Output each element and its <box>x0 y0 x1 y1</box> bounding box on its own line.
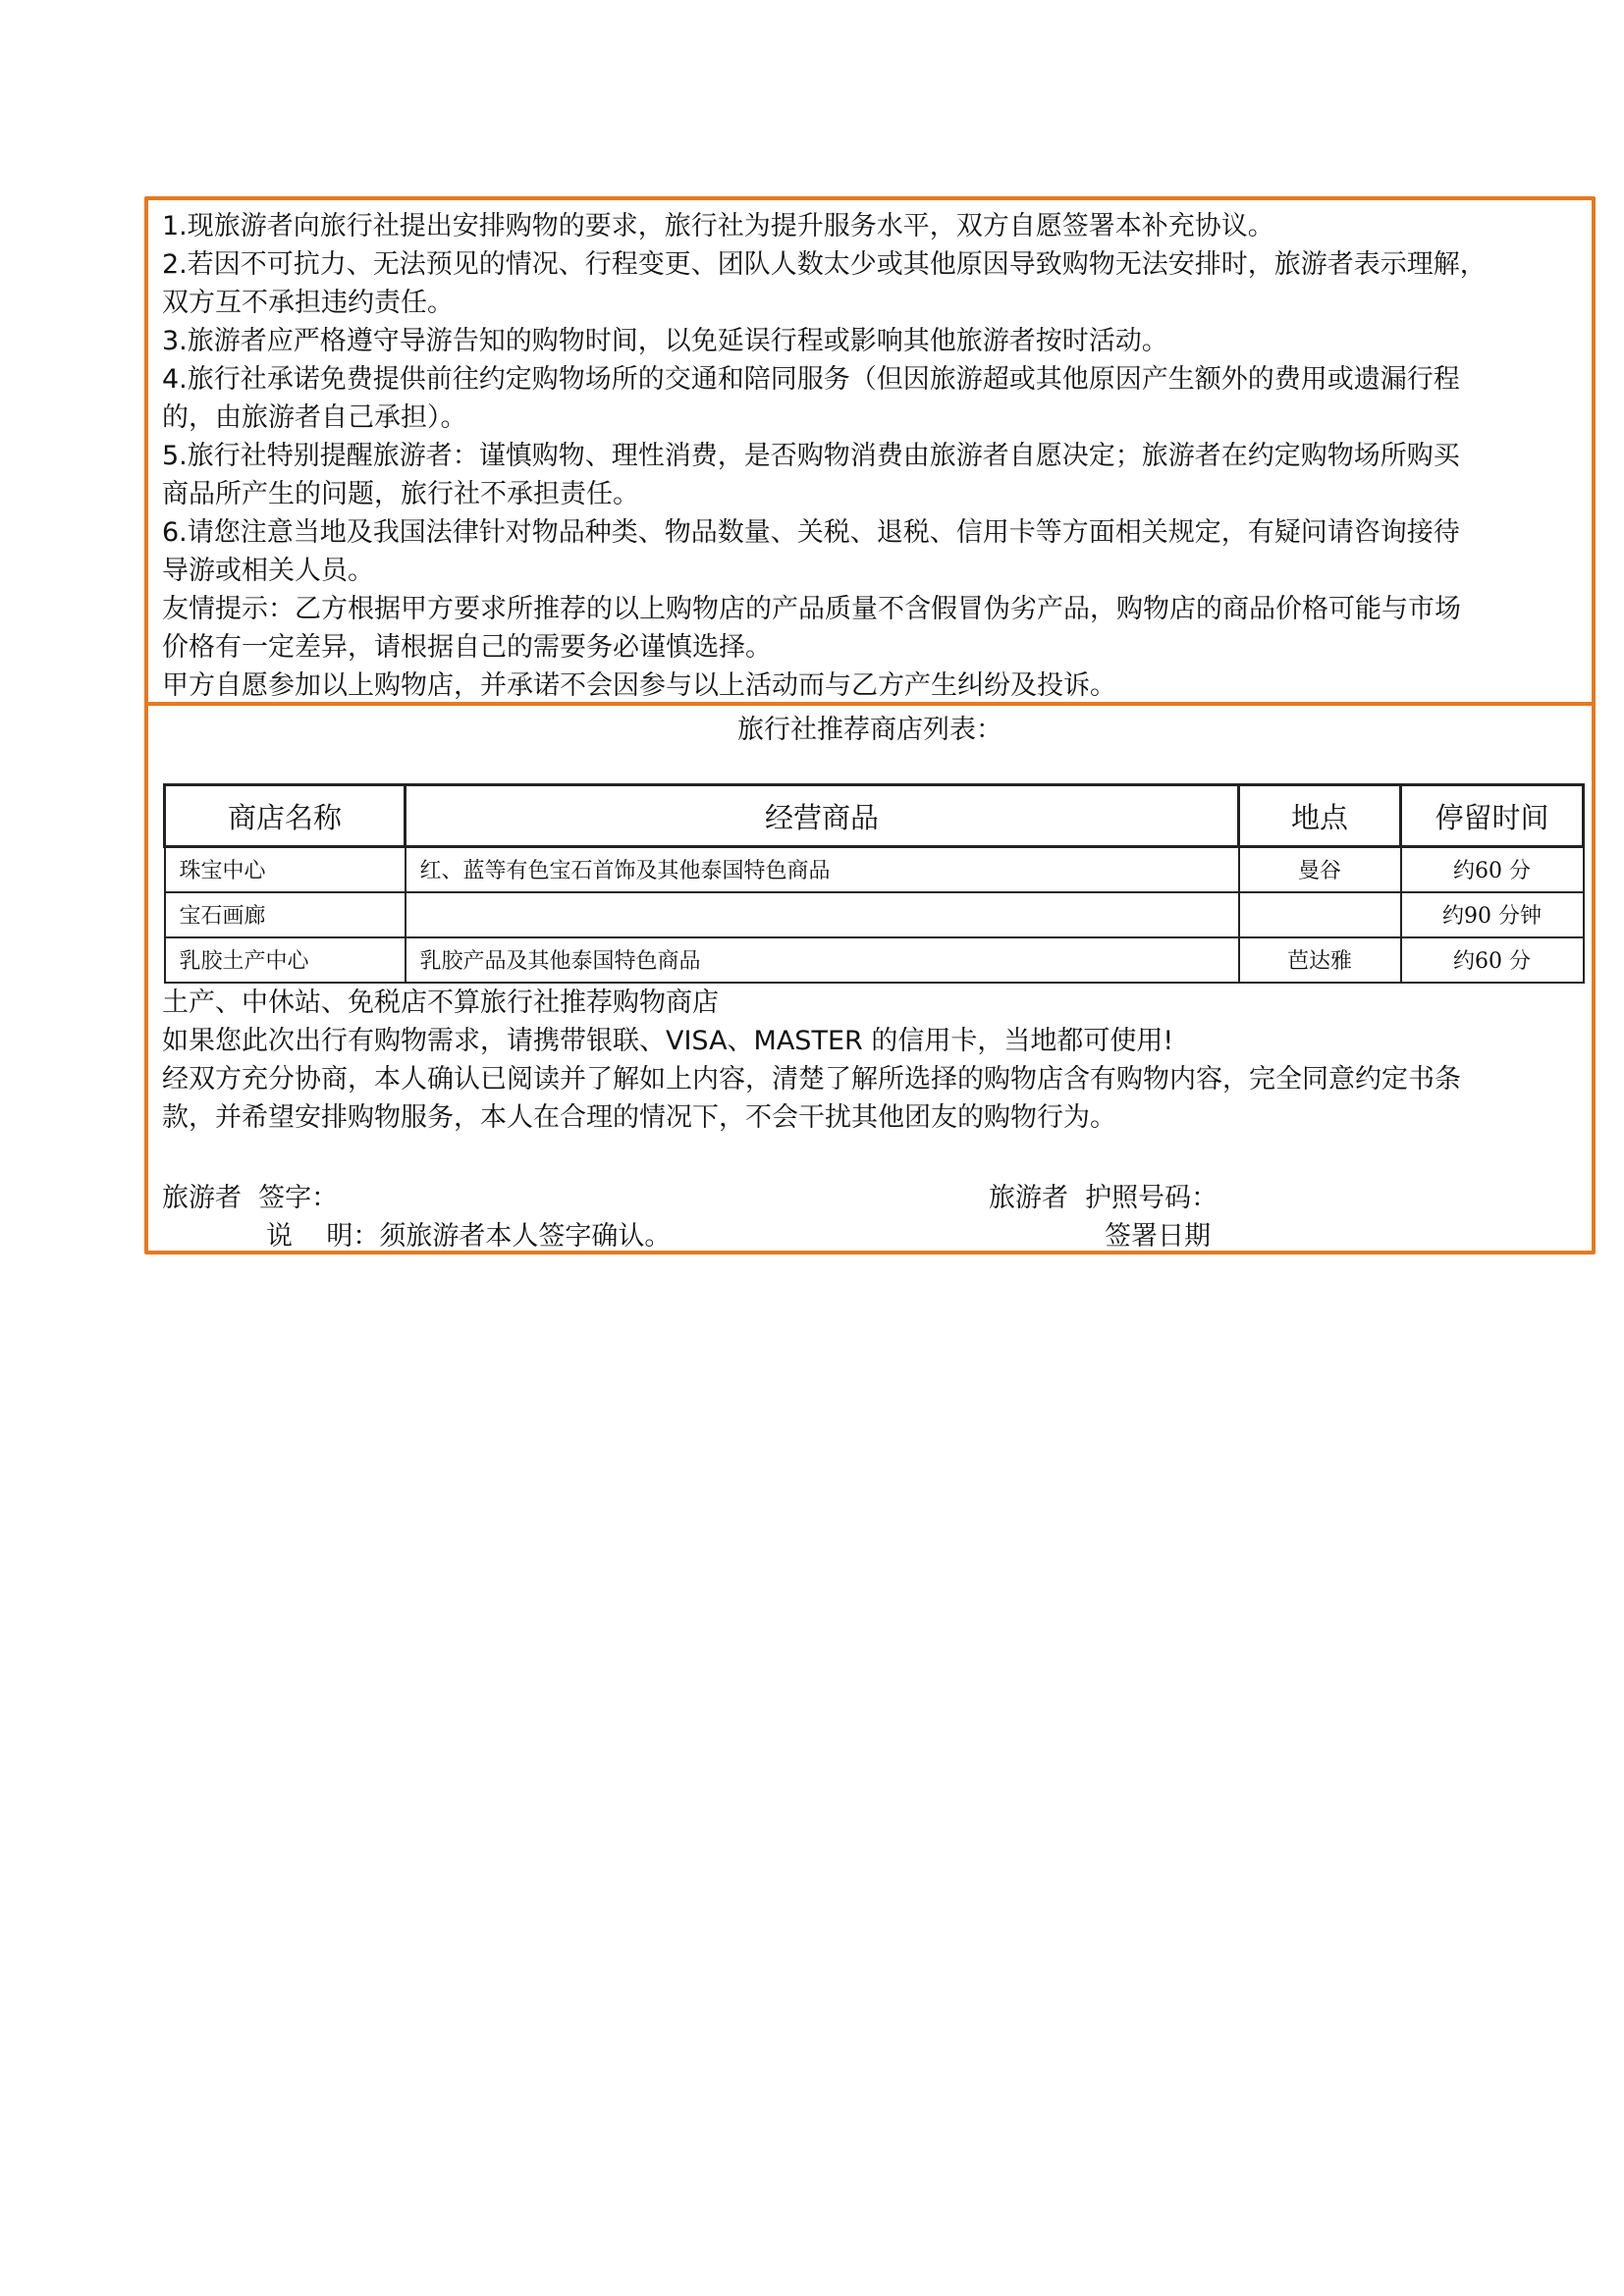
cell-location <box>1239 892 1401 937</box>
table-row <box>165 847 1584 892</box>
table-row <box>165 937 1584 983</box>
cell-shop-name: 乳胶土产中心 <box>165 937 406 983</box>
table-row <box>165 892 1584 937</box>
cell-stay-time: 约60 分 <box>1401 847 1584 892</box>
sign-date-label: 签署日期 <box>1105 1221 1211 1252</box>
term-line-6: 的，由旅游者自己承担）。 <box>162 402 467 433</box>
term-line-9: 6.请您注意当地及我国法律针对物品种类、物品数量、关税、退税、信用卡等方面相关规定，有疑问请咨询接待 <box>162 517 1460 548</box>
term-line-3: 双方互不承担违约责任。 <box>162 288 454 318</box>
term-line-1: 1.现旅游者向旅行社提出安排购物的要求，旅行社为提升服务水平，双方自愿签署本补充协议。 <box>162 211 1274 241</box>
terms-section <box>148 200 1592 706</box>
term-line-11: 友情提示：乙方根据甲方要求所推荐的以上购物店的产品质量不含假冒伪劣产品，购物店的商品价格可能与市场 <box>162 594 1461 624</box>
cell-stay-time: 约60 分 <box>1401 937 1584 983</box>
cell-location: 曼谷 <box>1239 847 1401 892</box>
note-line-2: 如果您此次出行有购物需求，请携带银联、VISA、MASTER 的信用卡，当地都可使用! <box>162 1026 1174 1056</box>
agreement-frame <box>144 196 1596 1255</box>
cell-location: 芭达雅 <box>1239 937 1401 983</box>
cell-goods <box>406 892 1239 937</box>
cell-goods: 红、蓝等有色宝石首饰及其他泰国特色商品 <box>406 847 1239 892</box>
term-line-8: 商品所产生的问题，旅行社不承担责任。 <box>162 479 639 509</box>
shop-table-header <box>165 785 1584 847</box>
header-location: 地点 <box>1239 785 1401 847</box>
term-line-5: 4.旅行社承诺免费提供前往约定购物场所的交通和陪同服务（但因旅游超或其他原因产生额外的费用或遗漏行程 <box>162 364 1460 395</box>
cell-shop-name: 宝石画廊 <box>165 892 406 937</box>
passport-number-label: 旅游者 护照号码： <box>989 1183 1218 1213</box>
term-line-13: 甲方自愿参加以上购物店，并承诺不会因参与以上活动而与乙方产生纠纷及投诉。 <box>162 670 1116 701</box>
term-line-2: 2.若因不可抗力、无法预见的情况、行程变更、团队人数太少或其他原因导致购物无法安排时，旅游者表示理解， <box>162 249 1487 280</box>
term-line-10: 导游或相关人员。 <box>162 556 374 586</box>
cell-goods: 乳胶产品及其他泰国特色商品 <box>406 937 1239 983</box>
note-line-4: 款，并希望安排购物服务，本人在合理的情况下，不会干扰其他团友的购物行为。 <box>162 1102 1116 1133</box>
header-goods: 经营商品 <box>406 785 1239 847</box>
shop-list-title: 旅行社推荐商店列表： <box>737 715 1002 745</box>
signature-note: 说 明：须旅游者本人签字确认。 <box>266 1221 672 1252</box>
header-shop-name: 商店名称 <box>165 785 406 847</box>
note-line-3: 经双方充分协商，本人确认已阅读并了解如上内容，清楚了解所选择的购物店含有购物内容，完全同意约定书条 <box>162 1064 1461 1095</box>
shop-table <box>163 783 1585 984</box>
term-line-4: 3.旅游者应严格遵守导游告知的购物时间，以免延误行程或影响其他旅游者按时活动。 <box>162 326 1168 356</box>
cell-shop-name: 珠宝中心 <box>165 847 406 892</box>
cell-stay-time: 约90 分钟 <box>1401 892 1584 937</box>
term-line-7: 5.旅行社特别提醒旅游者：谨慎购物、理性消费，是否购物消费由旅游者自愿决定；旅游者在约定购物场所购买 <box>162 441 1460 471</box>
signer-signature-label: 旅游者 签字： <box>162 1183 339 1213</box>
note-line-1: 土产、中休站、免税店不算旅行社推荐购物商店 <box>162 988 719 1018</box>
term-line-12: 价格有一定差异，请根据自己的需要务必谨慎选择。 <box>162 632 772 663</box>
header-stay-time: 停留时间 <box>1401 785 1584 847</box>
